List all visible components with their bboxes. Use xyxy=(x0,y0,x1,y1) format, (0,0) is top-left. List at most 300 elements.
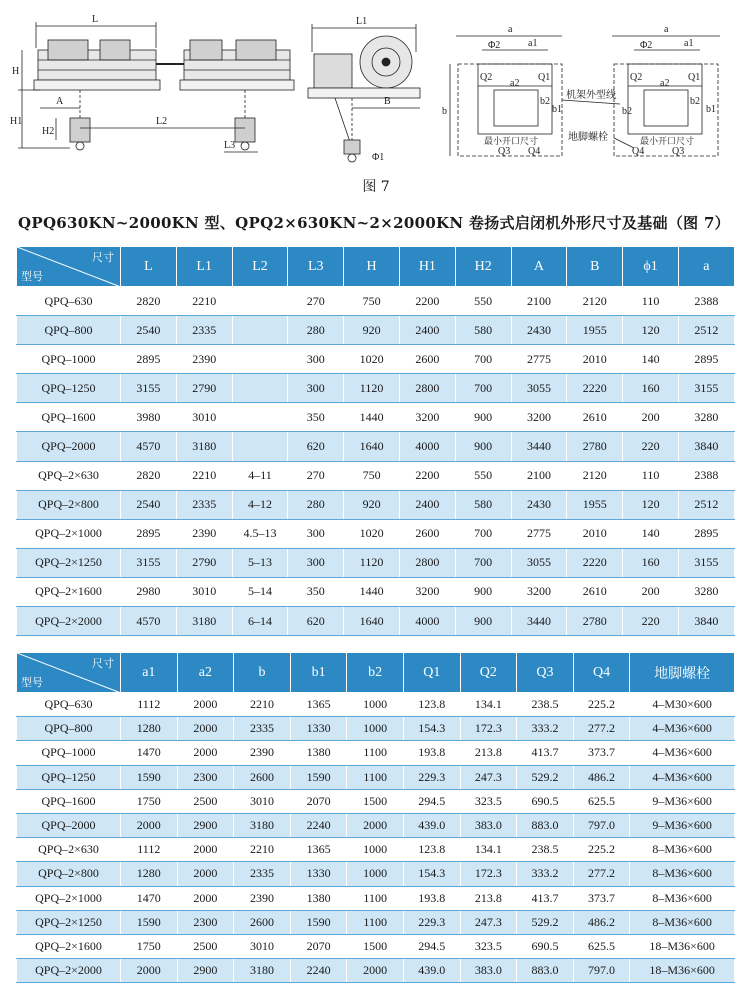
value-cell: 3010 xyxy=(176,577,232,606)
value-cell: 920 xyxy=(344,490,400,519)
model-cell: QPQ–2×1600 xyxy=(17,934,121,958)
value-cell: 3840 xyxy=(678,432,734,461)
side-view xyxy=(308,16,420,163)
value-cell: 529.2 xyxy=(517,765,574,789)
value-cell: 225.2 xyxy=(573,838,630,862)
value-cell: 883.0 xyxy=(517,959,574,983)
value-cell: 1500 xyxy=(347,934,404,958)
value-cell: 750 xyxy=(344,461,400,490)
corner-header-model: 型号 xyxy=(21,677,43,689)
value-cell: 3155 xyxy=(678,374,734,403)
value-cell: 123.8 xyxy=(403,838,460,862)
table-row xyxy=(17,741,735,765)
corner-header xyxy=(17,653,121,693)
label-b1: b1 xyxy=(552,104,562,115)
value-cell: 238.5 xyxy=(517,838,574,862)
value-cell: 2775 xyxy=(511,345,567,374)
value-cell: 2220 xyxy=(567,548,623,577)
model-cell: QPQ–800 xyxy=(17,316,121,345)
value-cell: 2000 xyxy=(177,862,234,886)
value-cell: 5–13 xyxy=(232,548,288,577)
value-cell: 620 xyxy=(288,432,344,461)
value-cell xyxy=(232,287,288,316)
value-cell: 373.7 xyxy=(573,741,630,765)
table-row xyxy=(17,287,735,316)
value-cell: 1280 xyxy=(121,862,178,886)
value-cell: 323.5 xyxy=(460,789,517,813)
value-cell: 2000 xyxy=(177,693,234,717)
value-cell: 2600 xyxy=(399,345,455,374)
value-cell: 900 xyxy=(455,432,511,461)
model-cell: QPQ–2×1000 xyxy=(17,886,121,910)
label-H2: H2 xyxy=(42,126,55,137)
svg-text:Q3: Q3 xyxy=(672,146,685,157)
label-anchor-bolt: 地脚螺栓 xyxy=(568,132,608,143)
value-cell: 2800 xyxy=(399,548,455,577)
table-row xyxy=(17,765,735,789)
value-cell: 220 xyxy=(623,432,679,461)
value-cell: 2895 xyxy=(121,345,177,374)
value-cell: 1470 xyxy=(121,886,178,910)
model-cell: QPQ–2×2000 xyxy=(17,959,121,983)
value-cell: 1112 xyxy=(121,838,178,862)
value-cell: 2512 xyxy=(678,490,734,519)
label-H: H xyxy=(12,66,20,77)
value-cell: 2400 xyxy=(399,490,455,519)
table-row xyxy=(17,316,735,345)
svg-text:Q2: Q2 xyxy=(630,72,643,83)
figure-caption: 图 7 xyxy=(362,179,390,195)
value-cell: 300 xyxy=(288,374,344,403)
value-cell: 2240 xyxy=(290,959,347,983)
foundation-table xyxy=(16,652,735,983)
value-cell: 110 xyxy=(623,287,679,316)
value-cell xyxy=(232,345,288,374)
figure-7-drawing xyxy=(0,0,752,200)
foundation-plan-left xyxy=(442,24,562,157)
value-cell: 2200 xyxy=(399,287,455,316)
value-cell: 3440 xyxy=(511,432,567,461)
value-cell: 2540 xyxy=(121,490,177,519)
table-row xyxy=(17,862,735,886)
foundation-column-header: b xyxy=(234,653,291,693)
value-cell: 9–M36×600 xyxy=(630,813,735,837)
table-row xyxy=(17,813,735,837)
dimension-column-header: L3 xyxy=(288,247,344,287)
model-cell: QPQ–1600 xyxy=(17,789,121,813)
value-cell: 9–M36×600 xyxy=(630,789,735,813)
value-cell: 625.5 xyxy=(573,934,630,958)
value-cell: 550 xyxy=(455,287,511,316)
value-cell: 413.7 xyxy=(517,886,574,910)
dimensions-table xyxy=(16,246,735,636)
value-cell: 2120 xyxy=(567,287,623,316)
label-b2: b2 xyxy=(540,96,550,107)
table-row xyxy=(17,519,735,548)
value-cell: 2390 xyxy=(176,519,232,548)
table-row xyxy=(17,490,735,519)
value-cell: 2895 xyxy=(678,345,734,374)
model-cell: QPQ–630 xyxy=(17,693,121,717)
value-cell: 4570 xyxy=(121,432,177,461)
model-cell: QPQ–2×2000 xyxy=(17,607,121,636)
value-cell xyxy=(232,432,288,461)
label-Q4: Q4 xyxy=(528,146,541,157)
value-cell: 580 xyxy=(455,490,511,519)
value-cell: 2000 xyxy=(177,717,234,741)
value-cell: 2000 xyxy=(177,838,234,862)
value-cell xyxy=(232,403,288,432)
value-cell: 1112 xyxy=(121,693,178,717)
svg-text:b2: b2 xyxy=(690,96,700,107)
model-cell: QPQ–630 xyxy=(17,287,121,316)
corner-header-dimension: 尺寸 xyxy=(92,658,114,670)
value-cell: 373.7 xyxy=(573,886,630,910)
value-cell: 1500 xyxy=(347,789,404,813)
dimension-column-header: L2 xyxy=(232,247,288,287)
table-row xyxy=(17,789,735,813)
label-Q1: Q1 xyxy=(538,72,551,83)
value-cell: 2010 xyxy=(567,345,623,374)
value-cell: 1000 xyxy=(347,693,404,717)
label-phi2: Φ2 xyxy=(488,40,501,51)
value-cell: 2430 xyxy=(511,490,567,519)
value-cell: 2000 xyxy=(121,813,178,837)
value-cell: 750 xyxy=(344,287,400,316)
value-cell: 413.7 xyxy=(517,741,574,765)
label-L: L xyxy=(92,14,99,25)
value-cell: 3055 xyxy=(511,548,567,577)
value-cell: 247.3 xyxy=(460,765,517,789)
value-cell: 486.2 xyxy=(573,765,630,789)
value-cell: 134.1 xyxy=(460,693,517,717)
section-title: QPQ630KN~2000KN 型、QPQ2×630KN~2×2000KN 卷扬式启闭机外形尺寸及基础（图 7） xyxy=(18,214,730,232)
value-cell: 1020 xyxy=(344,519,400,548)
value-cell: 277.2 xyxy=(573,717,630,741)
value-cell: 2000 xyxy=(347,813,404,837)
label-a: a xyxy=(508,24,513,35)
table-row xyxy=(17,432,735,461)
value-cell: 2100 xyxy=(511,461,567,490)
value-cell: 2820 xyxy=(121,287,177,316)
foundation-column-header: Q2 xyxy=(460,653,517,693)
value-cell: 2390 xyxy=(234,886,291,910)
value-cell: 883.0 xyxy=(517,813,574,837)
foundation-column-header: b2 xyxy=(347,653,404,693)
value-cell: 1000 xyxy=(347,838,404,862)
value-cell: 1020 xyxy=(344,345,400,374)
value-cell: 3010 xyxy=(234,934,291,958)
value-cell: 1750 xyxy=(121,789,178,813)
value-cell: 3155 xyxy=(121,374,177,403)
value-cell: 6–14 xyxy=(232,607,288,636)
table-row xyxy=(17,461,735,490)
value-cell: 294.5 xyxy=(403,789,460,813)
value-cell: 2600 xyxy=(399,519,455,548)
value-cell: 2790 xyxy=(176,374,232,403)
model-cell: QPQ–2×1000 xyxy=(17,519,121,548)
value-cell: 120 xyxy=(623,316,679,345)
value-cell: 294.5 xyxy=(403,934,460,958)
value-cell: 220 xyxy=(623,607,679,636)
label-phi1: Φ1 xyxy=(372,152,385,163)
value-cell: 690.5 xyxy=(517,934,574,958)
value-cell: 2388 xyxy=(678,287,734,316)
value-cell: 3155 xyxy=(121,548,177,577)
value-cell: 2210 xyxy=(234,693,291,717)
value-cell: 2390 xyxy=(176,345,232,374)
value-cell: 3055 xyxy=(511,374,567,403)
value-cell: 1280 xyxy=(121,717,178,741)
value-cell: 1120 xyxy=(344,374,400,403)
value-cell: 140 xyxy=(623,345,679,374)
table-row xyxy=(17,577,735,606)
value-cell: 2000 xyxy=(177,886,234,910)
value-cell: 2780 xyxy=(567,607,623,636)
value-cell: 2335 xyxy=(234,717,291,741)
corner-header xyxy=(17,247,121,287)
value-cell: 2070 xyxy=(290,789,347,813)
value-cell: 280 xyxy=(288,316,344,345)
value-cell: 2540 xyxy=(121,316,177,345)
value-cell: 4000 xyxy=(399,432,455,461)
table-row xyxy=(17,959,735,983)
dimension-column-header: A xyxy=(511,247,567,287)
value-cell: 1640 xyxy=(344,432,400,461)
value-cell: 3200 xyxy=(399,577,455,606)
value-cell: 3200 xyxy=(511,577,567,606)
value-cell: 193.8 xyxy=(403,741,460,765)
value-cell: 2780 xyxy=(567,432,623,461)
value-cell: 1120 xyxy=(344,548,400,577)
value-cell: 1000 xyxy=(347,717,404,741)
value-cell: 3200 xyxy=(511,403,567,432)
value-cell: 2980 xyxy=(121,577,177,606)
value-cell: 486.2 xyxy=(573,910,630,934)
svg-text:Φ2: Φ2 xyxy=(640,40,653,51)
value-cell: 620 xyxy=(288,607,344,636)
value-cell: 1440 xyxy=(344,577,400,606)
model-cell: QPQ–2×1250 xyxy=(17,548,121,577)
corner-header-dimension: 尺寸 xyxy=(92,252,114,264)
value-cell: 1365 xyxy=(290,838,347,862)
value-cell: 323.5 xyxy=(460,934,517,958)
model-cell: QPQ–1000 xyxy=(17,345,121,374)
value-cell xyxy=(232,374,288,403)
dimension-column-header: L1 xyxy=(176,247,232,287)
value-cell: 797.0 xyxy=(573,959,630,983)
value-cell: 2900 xyxy=(177,813,234,837)
value-cell: 700 xyxy=(455,374,511,403)
value-cell: 213.8 xyxy=(460,741,517,765)
value-cell: 123.8 xyxy=(403,693,460,717)
value-cell: 2800 xyxy=(399,374,455,403)
value-cell: 3180 xyxy=(176,432,232,461)
value-cell: 300 xyxy=(288,345,344,374)
value-cell: 2300 xyxy=(177,910,234,934)
value-cell: 700 xyxy=(455,519,511,548)
value-cell: 18–M36×600 xyxy=(630,934,735,958)
value-cell: 690.5 xyxy=(517,789,574,813)
value-cell: 160 xyxy=(623,548,679,577)
value-cell: 2000 xyxy=(121,959,178,983)
table-row xyxy=(17,345,735,374)
value-cell: 2335 xyxy=(176,316,232,345)
value-cell: 2500 xyxy=(177,934,234,958)
value-cell: 2210 xyxy=(176,287,232,316)
label-A: A xyxy=(56,96,64,107)
value-cell: 1440 xyxy=(344,403,400,432)
value-cell: 4–12 xyxy=(232,490,288,519)
table-row xyxy=(17,886,735,910)
value-cell: 2100 xyxy=(511,287,567,316)
model-cell: QPQ–2×800 xyxy=(17,862,121,886)
value-cell: 8–M36×600 xyxy=(630,910,735,934)
value-cell: 300 xyxy=(288,548,344,577)
value-cell: 333.2 xyxy=(517,717,574,741)
model-cell: QPQ–2000 xyxy=(17,432,121,461)
model-cell: QPQ–1250 xyxy=(17,765,121,789)
value-cell: 4–11 xyxy=(232,461,288,490)
value-cell: 154.3 xyxy=(403,862,460,886)
value-cell: 3010 xyxy=(176,403,232,432)
value-cell: 225.2 xyxy=(573,693,630,717)
model-cell: QPQ–1600 xyxy=(17,403,121,432)
value-cell: 2240 xyxy=(290,813,347,837)
value-cell: 1750 xyxy=(121,934,178,958)
value-cell: 350 xyxy=(288,403,344,432)
value-cell: 2600 xyxy=(234,765,291,789)
foundation-column-header: a1 xyxy=(121,653,178,693)
value-cell: 2390 xyxy=(234,741,291,765)
value-cell: 350 xyxy=(288,577,344,606)
dimension-column-header: B xyxy=(567,247,623,287)
value-cell: 2400 xyxy=(399,316,455,345)
svg-text:Q1: Q1 xyxy=(688,72,701,83)
label-L1: L1 xyxy=(356,16,368,27)
value-cell: 270 xyxy=(288,461,344,490)
label-a2: a2 xyxy=(510,78,520,89)
foundation-column-header: b1 xyxy=(290,653,347,693)
foundation-table-header xyxy=(17,653,735,693)
value-cell: 277.2 xyxy=(573,862,630,886)
front-view xyxy=(10,14,294,152)
value-cell: 1100 xyxy=(347,765,404,789)
label-Q2: Q2 xyxy=(480,72,493,83)
hoist-dimension-drawing xyxy=(0,0,752,200)
value-cell: 8–M36×600 xyxy=(630,838,735,862)
value-cell: 1330 xyxy=(290,717,347,741)
label-L2: L2 xyxy=(156,116,168,127)
value-cell: 2388 xyxy=(678,461,734,490)
label-Q3: Q3 xyxy=(498,146,511,157)
value-cell: 3440 xyxy=(511,607,567,636)
value-cell: 4000 xyxy=(399,607,455,636)
value-cell: 2775 xyxy=(511,519,567,548)
value-cell: 2600 xyxy=(234,910,291,934)
dimension-column-header: L xyxy=(121,247,177,287)
value-cell: 580 xyxy=(455,316,511,345)
value-cell: 200 xyxy=(623,403,679,432)
value-cell: 1380 xyxy=(290,886,347,910)
value-cell: 1380 xyxy=(290,741,347,765)
model-cell: QPQ–2×630 xyxy=(17,838,121,862)
value-cell: 238.5 xyxy=(517,693,574,717)
value-cell: 160 xyxy=(623,374,679,403)
label-H1: H1 xyxy=(10,116,23,127)
value-cell: 154.3 xyxy=(403,717,460,741)
value-cell: 1000 xyxy=(347,862,404,886)
value-cell: 700 xyxy=(455,548,511,577)
value-cell: 140 xyxy=(623,519,679,548)
value-cell: 1470 xyxy=(121,741,178,765)
value-cell: 3180 xyxy=(234,813,291,837)
svg-text:a: a xyxy=(664,24,669,35)
value-cell: 4–M36×600 xyxy=(630,765,735,789)
value-cell: 700 xyxy=(455,345,511,374)
value-cell: 1590 xyxy=(290,765,347,789)
value-cell: 2000 xyxy=(177,741,234,765)
table-row xyxy=(17,838,735,862)
model-cell: QPQ–2×630 xyxy=(17,461,121,490)
table-row xyxy=(17,910,735,934)
value-cell: 2210 xyxy=(176,461,232,490)
value-cell: 213.8 xyxy=(460,886,517,910)
value-cell: 900 xyxy=(455,607,511,636)
value-cell: 1590 xyxy=(121,910,178,934)
svg-text:a2: a2 xyxy=(660,78,670,89)
value-cell: 2120 xyxy=(567,461,623,490)
value-cell: 172.3 xyxy=(460,862,517,886)
value-cell: 900 xyxy=(455,577,511,606)
table-row xyxy=(17,607,735,636)
value-cell: 229.3 xyxy=(403,910,460,934)
value-cell: 439.0 xyxy=(403,813,460,837)
svg-text:b1: b1 xyxy=(706,104,716,115)
value-cell: 2300 xyxy=(177,765,234,789)
value-cell: 383.0 xyxy=(460,813,517,837)
model-cell: QPQ–1000 xyxy=(17,741,121,765)
value-cell: 5–14 xyxy=(232,577,288,606)
value-cell: 4570 xyxy=(121,607,177,636)
model-cell: QPQ–2×1600 xyxy=(17,577,121,606)
dimension-column-header: H1 xyxy=(399,247,455,287)
value-cell: 2500 xyxy=(177,789,234,813)
value-cell: 920 xyxy=(344,316,400,345)
value-cell: 3840 xyxy=(678,607,734,636)
model-cell: QPQ–2×800 xyxy=(17,490,121,519)
value-cell: 550 xyxy=(455,461,511,490)
value-cell: 797.0 xyxy=(573,813,630,837)
model-cell: QPQ–800 xyxy=(17,717,121,741)
model-cell: QPQ–1250 xyxy=(17,374,121,403)
value-cell: 1100 xyxy=(347,910,404,934)
foundation-column-header: Q3 xyxy=(517,653,574,693)
foundation-column-header: a2 xyxy=(177,653,234,693)
value-cell: 2895 xyxy=(678,519,734,548)
value-cell: 8–M36×600 xyxy=(630,862,735,886)
svg-text:b2: b2 xyxy=(622,106,632,117)
value-cell: 900 xyxy=(455,403,511,432)
label-min-opening: 最小开口尺寸 xyxy=(484,136,539,146)
value-cell: 3200 xyxy=(399,403,455,432)
value-cell: 270 xyxy=(288,287,344,316)
value-cell: 4–M36×600 xyxy=(630,741,735,765)
table-row xyxy=(17,374,735,403)
value-cell: 8–M36×600 xyxy=(630,886,735,910)
value-cell: 2900 xyxy=(177,959,234,983)
value-cell: 2000 xyxy=(347,959,404,983)
